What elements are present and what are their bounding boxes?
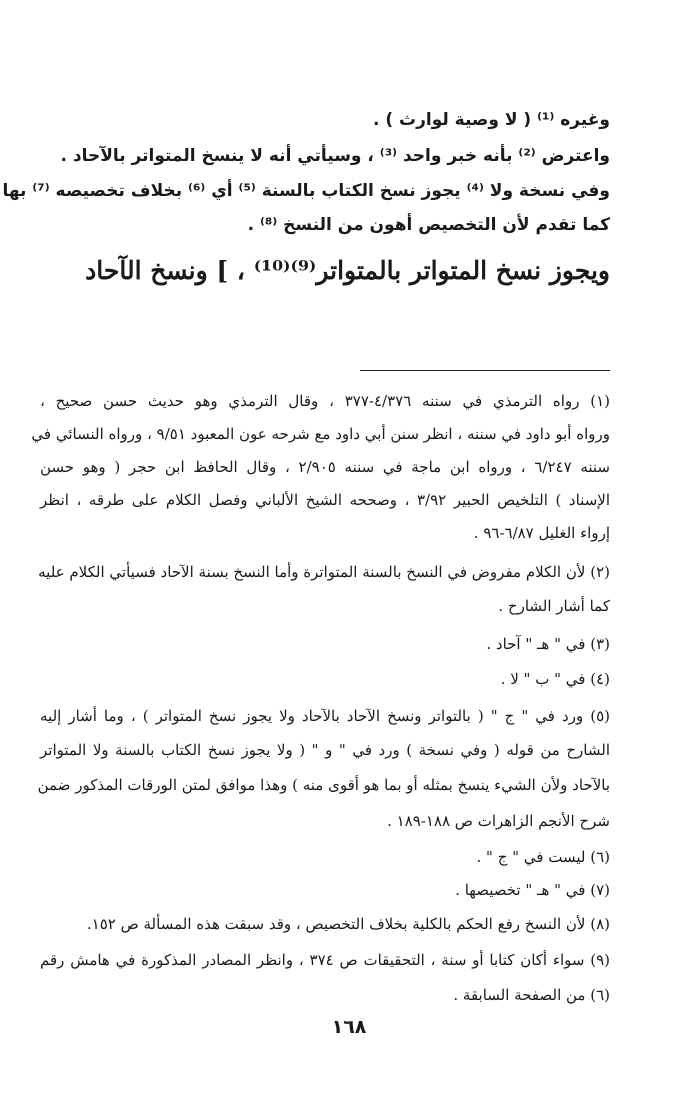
- footnote-line: بالآحاد ولأن الشيء ينسخ بمثله أو بما هو أقوى منه ) وهذا موافق لمتن الورقات المذكور ضمن: [37, 776, 610, 794]
- body-line-2: واعترض ⁽²⁾ بأنه خبر واحد ⁽³⁾ ، وسيأتي أنه لا ينسخ المتواتر بالآحاد .: [60, 146, 610, 166]
- footnote-divider: [360, 370, 610, 371]
- section-heading: ويجوز نسخ المتواتر بالمتواتر⁽⁹⁾⁽¹⁰⁾ ، ] ونسخ الآحاد: [85, 256, 610, 285]
- footnote-line: (٨) لأن النسخ رفع الحكم بالكلية بخلاف التخصيص ، وقد سبقت هذه المسألة ص ١٥٢.: [86, 915, 610, 933]
- footnote-line: (١) رواه الترمذي في سننه ٤/٣٧٦-٣٧٧ ، وقال الترمذي وهو حديث حسن صحيح ،: [40, 392, 610, 410]
- footnote-line: (٦) ليست في " ج " .: [476, 848, 610, 866]
- footnote-line: الإسناد ) التلخيص الحبير ٣/٩٢ ، وصححه الشيخ الألباني وفصل الكلام على طرقه ، انظر: [40, 491, 610, 509]
- footnote-line: إرواء الغليل ٦/٨٧-٩٦ .: [473, 524, 610, 542]
- footnote-line: سننه ٦/٢٤٧ ، ورواه ابن ماجة في سننه ٢/٩٠٥ ، وقال الحافظ ابن حجر ( وهو حسن: [40, 458, 610, 476]
- body-line-1: وغيره ⁽¹⁾ ( لا وصية لوارث ) .: [372, 110, 610, 130]
- footnote-line: (٤) في " ب " لا .: [500, 670, 610, 688]
- page-number: ١٦٨: [331, 1016, 367, 1038]
- footnote-line: (٧) في " هـ " تخصيصها .: [455, 881, 610, 899]
- footnote-line: ورواه أبو داود في سننه ، انظر سنن أبي داود مع شرحه عون المعبود ٩/٥١ ، ورواه النسائي في: [31, 425, 610, 443]
- footnote-line: شرح الأنجم الزاهرات ص ١٨٨-١٨٩ .: [387, 812, 610, 830]
- footnote-line: (٦) من الصفحة السابقة .: [453, 986, 610, 1004]
- footnote-line: (٣) في " هـ " آحاد .: [486, 635, 610, 653]
- footnote-line: (٥) ورد في " ج " ( بالتواتر ونسخ الآحاد بالآحاد ولا يجوز نسخ المتواتر ) ، وما أشار إليه: [40, 707, 610, 725]
- footnote-line: (٩) سواء أكان كتابا أو سنة ، التحقيقات ص ٣٧٤ ، وانظر المصادر المذكورة في هامش رقم: [40, 951, 611, 969]
- footnote-line: الشارح من قوله ( وفي نسخة ) ورد في " و " ( ولا يجوز نسخ الكتاب بالسنة ولا المتواتر: [40, 741, 610, 759]
- body-line-4: كما تقدم لأن التخصيص أهون من النسخ ⁽⁸⁾ .: [247, 215, 610, 235]
- body-line-3: وفي نسخة ولا ⁽⁴⁾ يجوز نسخ الكتاب بالسنة ⁽⁵⁾ أي ⁽⁶⁾ بخلاف تخصيصه ⁽⁷⁾ بها: [2, 181, 610, 201]
- footnote-line: (٢) لأن الكلام مفروض في النسخ بالسنة المتواترة وأما النسخ بسنة الآحاد فسيأتي الكلام عليه: [38, 563, 610, 581]
- footnote-line: كما أشار الشارح .: [498, 597, 610, 615]
